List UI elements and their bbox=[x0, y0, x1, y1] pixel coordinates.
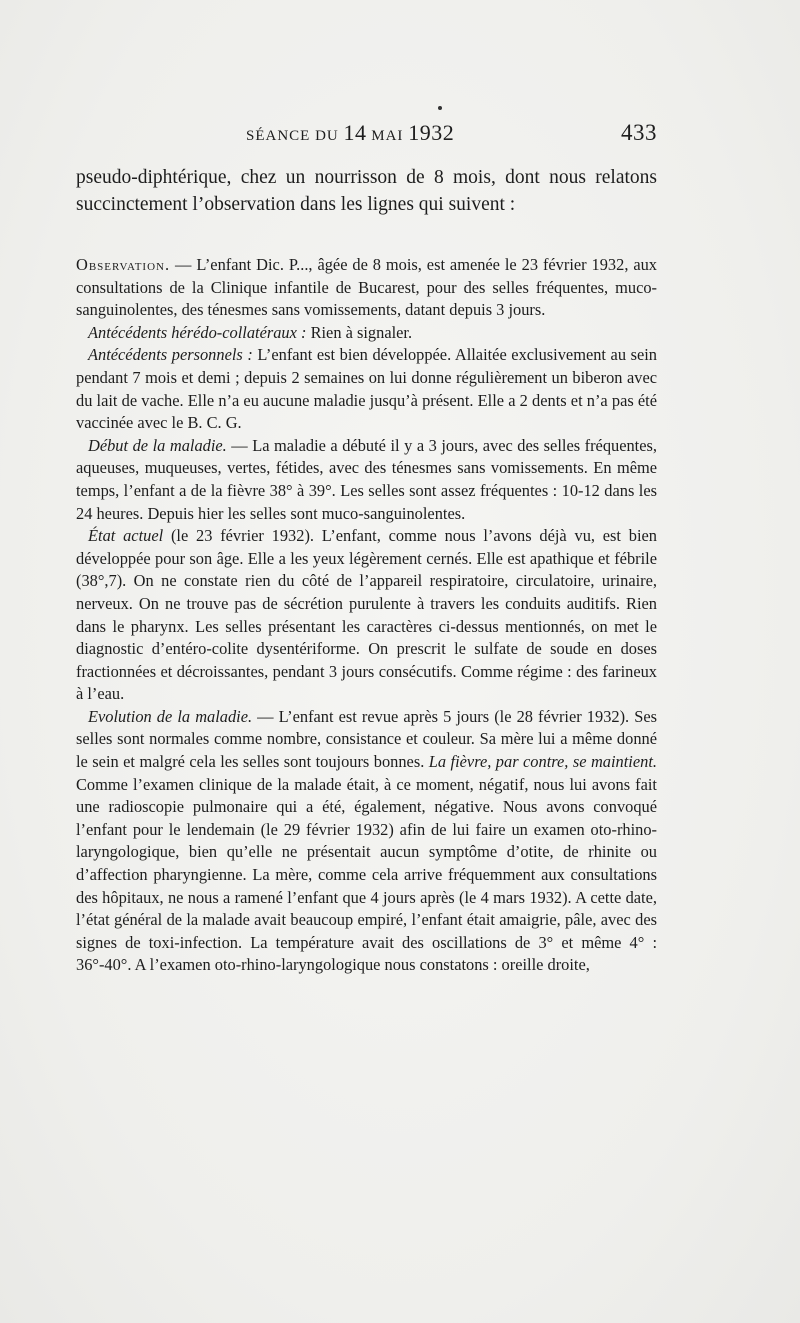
disease-evolution-text-b: Comme l’examen clinique de la malade était, à ce moment, négatif, nous lui avons fait une radioscopie pulmonaire qui a été, également, négative. Nous avons convoqué l’enfant pour le lendemain (le 29 février 1932) afin de lui faire un examen oto-rhino-laryngologique, bien qu’elle ne présentait aucun symptôme d’otite, de rhinite ou d’affection pharyngienne. La mère, comme cela arrive fréquemment aux consultations des hôpitaux, ne nous a ramené l’enfant que 4 jours après (le 4 mars 1932). A cette date, l’état général de la malade avait beaucoup empiré, l’enfant était amaigrie, pâle, avec des signes de toxi-infection. La température avait des oscillations de 3° et même 4° : 36°-40°. A l’examen oto-rhino-laryngologique nous constatons : oreille droite, bbox=[76, 774, 657, 975]
disease-evolution-paragraph bbox=[76, 706, 657, 977]
antecedents-personal-paragraph bbox=[76, 344, 657, 434]
disease-onset-text: — La maladie a débuté il y a 3 jours, avec des selles fréquentes, aqueuses, muqueuses, vertes, fétides, avec des ténesmes sans vomissements. En même temps, l’enfant a de la fièvre 38° à 39°. Les selles sont assez fréquentes : 10-12 dans les 24 heures. Depuis hier les selles sont muco-sanguinolentes. bbox=[76, 435, 657, 523]
ink-speck bbox=[438, 106, 442, 110]
current-state-label: État actuel bbox=[88, 526, 164, 546]
current-state-text: (le 23 février 1932). L’enfant, comme nous l’avons déjà vu, est bien développée pour son âge. Elle a les yeux légèrement cernés. Elle est apathique et fébrile (38°,7). On ne constate rien du côté de l’appareil respiratoire, circulatoire, urinaire, nerveux. On ne trouve pas de sécrétion purulente à travers les conduits auditifs. Rien dans le pharynx. Les selles présentant les caractères ci-dessus mentionnés, on met le diagnostic d’entéro-colite dysentériforme. On prescrit le sulfate de soude en doses fractionnées et décroissantes, pendant 3 jours consécutifs. Comme régime : des farineux à l’eau. bbox=[76, 526, 657, 704]
running-head-day: 14 bbox=[343, 120, 367, 145]
running-head-text-a: SÉANCE DU bbox=[246, 128, 344, 144]
observation-section bbox=[76, 254, 657, 977]
antecedents-hereditary-text: Rien à signaler. bbox=[306, 322, 413, 342]
running-head bbox=[246, 120, 454, 146]
disease-onset-label: Début de la maladie. bbox=[88, 435, 227, 455]
disease-evolution-text-a: — L’enfant est revue après 5 jours (le 28 février 1932). Ses selles sont normales comme nombre, consistance et couleur. Sa mère lui a même donné le sein et malgré cela les selles sont toujours bonnes. bbox=[76, 706, 657, 772]
disease-evolution-emphasis: La fièvre, par contre, se maintient. bbox=[428, 752, 657, 772]
disease-evolution-label: Evolution de la maladie. bbox=[88, 706, 253, 726]
running-head-year: 1932 bbox=[408, 120, 455, 145]
disease-onset-paragraph bbox=[76, 435, 657, 525]
intro-paragraph: pseudo-diphtérique, chez un nourrisson de 8 mois, dont nous relatons succinctement l’observation dans les lignes qui suivent : bbox=[76, 167, 657, 215]
page-header bbox=[76, 120, 657, 154]
current-state-paragraph bbox=[76, 525, 657, 706]
observation-label: Observation. bbox=[76, 255, 171, 274]
antecedents-hereditary-label: Antécédents hérédo-collatéraux : bbox=[88, 322, 307, 342]
antecedents-personal-label: Antécédents personnels : bbox=[88, 345, 253, 365]
observation-paragraph bbox=[76, 254, 657, 322]
observation-text: — L’enfant Dic. P..., âgée de 8 mois, est amenée le 23 février 1932, aux consultations de la Clinique infantile de Bucarest, pour des selles fréquentes, muco-sanguinolentes, des ténesmes sans vomissements, datant depuis 3 jours. bbox=[76, 255, 657, 320]
antecedents-hereditary-paragraph bbox=[76, 322, 657, 345]
running-head-text-b: MAI bbox=[366, 128, 409, 144]
page-number: 433 bbox=[621, 120, 657, 145]
antecedents-personal-text: L’enfant est bien développée. Allaitée exclusivement au sein pendant 7 mois et demi ; depuis 2 semaines on lui donne régulièrement un biberon avec du lait de vache. Elle n’a eu aucune maladie jusqu’à présent. Elle a 2 dents et n’a pas été vaccinée avec le B. C. G. bbox=[76, 345, 657, 433]
